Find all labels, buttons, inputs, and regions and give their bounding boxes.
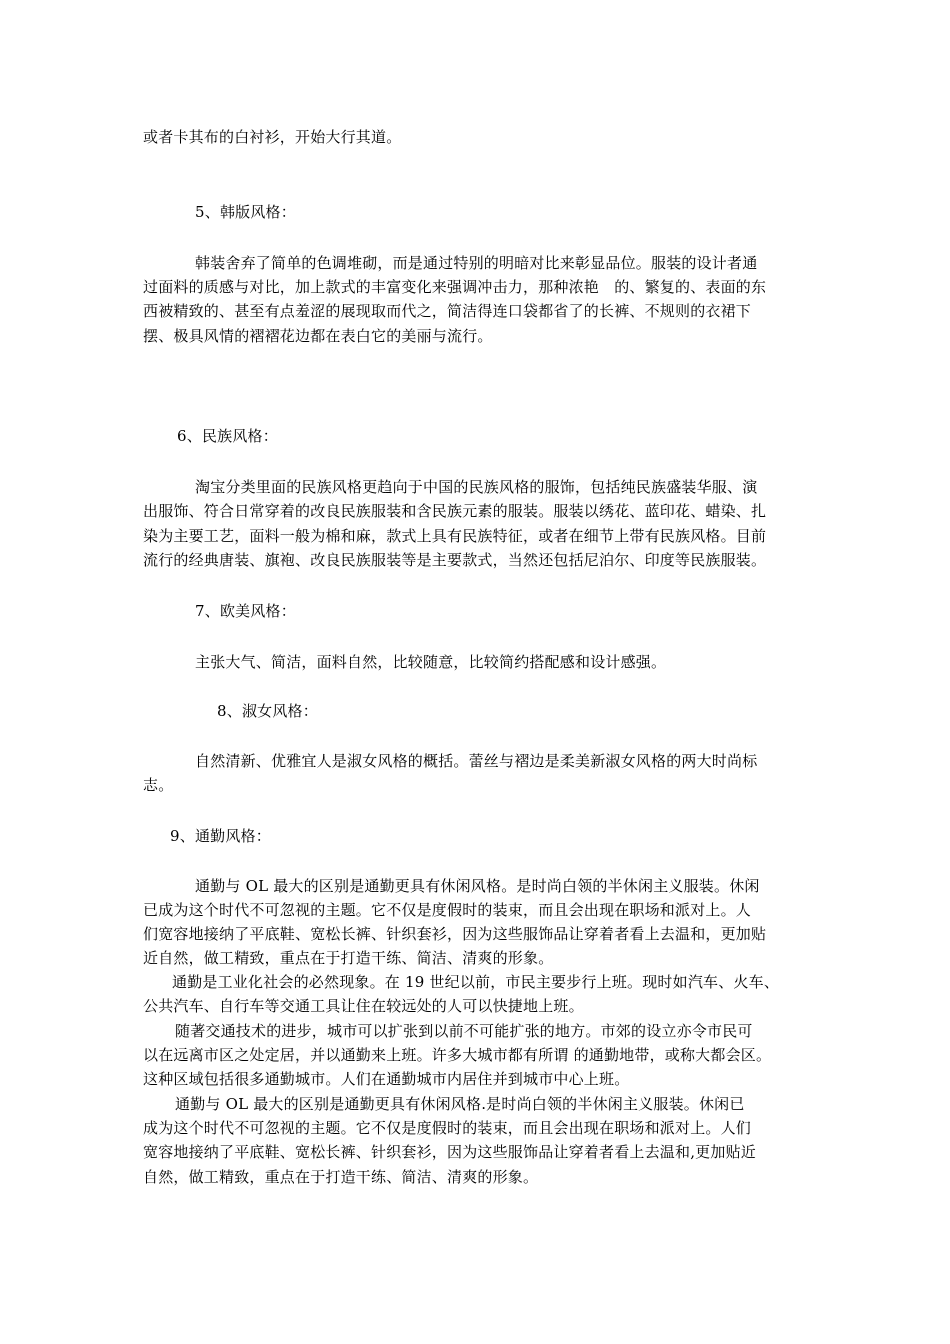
- paragraph-commute-a-line-4: 近自然，做工精致，重点在于打造干练、简洁、清爽的形象。: [143, 949, 554, 967]
- paragraph-korean-line-2: 过面料的质感与对比，加上款式的丰富变化来强调冲击力，那种浓艳 的、繁复的、表面的东: [143, 278, 767, 296]
- heading-ladylike-style: 8、淑女风格：: [217, 702, 318, 720]
- paragraph-continuation: 或者卡其布的白衬衫，开始大行其道。: [143, 128, 402, 146]
- paragraph-commute-a-line-2: 已成为这个时代不可忽视的主题。它不仅是度假时的装束，而且会出现在职场和派对上。人: [143, 901, 752, 919]
- paragraph-commute-d-line-2: 成为这个时代不可忽视的主题。它不仅是度假时的装束，而且会出现在职场和派对上。人们: [143, 1119, 752, 1137]
- paragraph-ethnic-line-3: 染为主要工艺，面料一般为棉和麻，款式上具有民族特征，或者在细节上带有民族风格。目前: [143, 527, 767, 545]
- paragraph-korean-line-4: 摆、极具风情的褶褶花边都在表白它的美丽与流行。: [143, 327, 493, 345]
- paragraph-commute-a-line-3: 们宽容地接纳了平底鞋、宽松长裤、针织套衫，因为这些服饰品让穿着者看上去温和，更加贴: [143, 925, 767, 943]
- heading-commute-style: 9、通勤风格：: [170, 827, 271, 845]
- heading-ethnic-style: 6、民族风格：: [177, 427, 278, 445]
- paragraph-commute-b-line-1: 通勤是工业化社会的必然现象。在 19 世纪以前，市民主要步行上班。现时如汽车、火车、: [172, 973, 780, 991]
- paragraph-western: 主张大气、简洁，面料自然，比较随意，比较简约搭配感和设计感强。: [195, 653, 667, 671]
- paragraph-ethnic-line-4: 流行的经典唐装、旗袍、改良民族服装等是主要款式，当然还包括尼泊尔、印度等民族服装。: [143, 551, 767, 569]
- heading-western-style: 7、欧美风格：: [195, 602, 296, 620]
- paragraph-ethnic-line-2: 出服饰、符合日常穿着的改良民族服装和含民族元素的服装。服装以绣花、蓝印花、蜡染、扎: [143, 502, 767, 520]
- paragraph-commute-c-line-1: 随著交通技术的进步，城市可以扩张到以前不可能扩张的地方。市郊的设立亦令市民可: [175, 1022, 753, 1040]
- paragraph-commute-d-line-1: 通勤与 OL 最大的区别是通勤更具有休闲风格.是时尚白领的半休闲主义服装。休闲已: [175, 1095, 745, 1113]
- paragraph-ladylike-line-2: 志。: [143, 776, 174, 794]
- paragraph-commute-b-line-2: 公共汽车、自行车等交通工具让住在较远处的人可以快捷地上班。: [143, 997, 584, 1015]
- paragraph-ladylike-line-1: 自然清新、优雅宜人是淑女风格的概括。蕾丝与褶边是柔美新淑女风格的两大时尚标: [195, 752, 758, 770]
- paragraph-commute-a-line-1: 通勤与 OL 最大的区别是通勤更具有休闲风格。是时尚白领的半休闲主义服装。休闲: [195, 877, 760, 895]
- paragraph-ethnic-line-1: 淘宝分类里面的民族风格更趋向于中国的民族风格的服饰，包括纯民族盛装华服、演: [195, 478, 758, 496]
- paragraph-commute-c-line-2: 以在远离市区之处定居，并以通勤来上班。许多大城市都有所谓 的通勤地带，或称大都会区。: [143, 1046, 772, 1064]
- paragraph-korean-line-3: 西被精致的、甚至有点羞涩的展现取而代之，简洁得连口袋都省了的长裤、不规则的衣裙下: [143, 302, 752, 320]
- paragraph-commute-c-line-3: 这种区域包括很多通勤城市。人们在通勤城市内居住并到城市中心上班。: [143, 1070, 630, 1088]
- paragraph-korean-line-1: 韩装舍弃了简单的色调堆砌，而是通过特别的明暗对比来彰显品位。服装的设计者通: [195, 254, 758, 272]
- paragraph-commute-d-line-4: 自然，做工精致，重点在于打造干练、简洁、清爽的形象。: [143, 1168, 539, 1186]
- heading-korean-style: 5、韩版风格：: [195, 203, 296, 221]
- paragraph-commute-d-line-3: 宽容地接纳了平底鞋、宽松长裤、针织套衫，因为这些服饰品让穿着者看上去温和,更加贴近: [143, 1143, 756, 1161]
